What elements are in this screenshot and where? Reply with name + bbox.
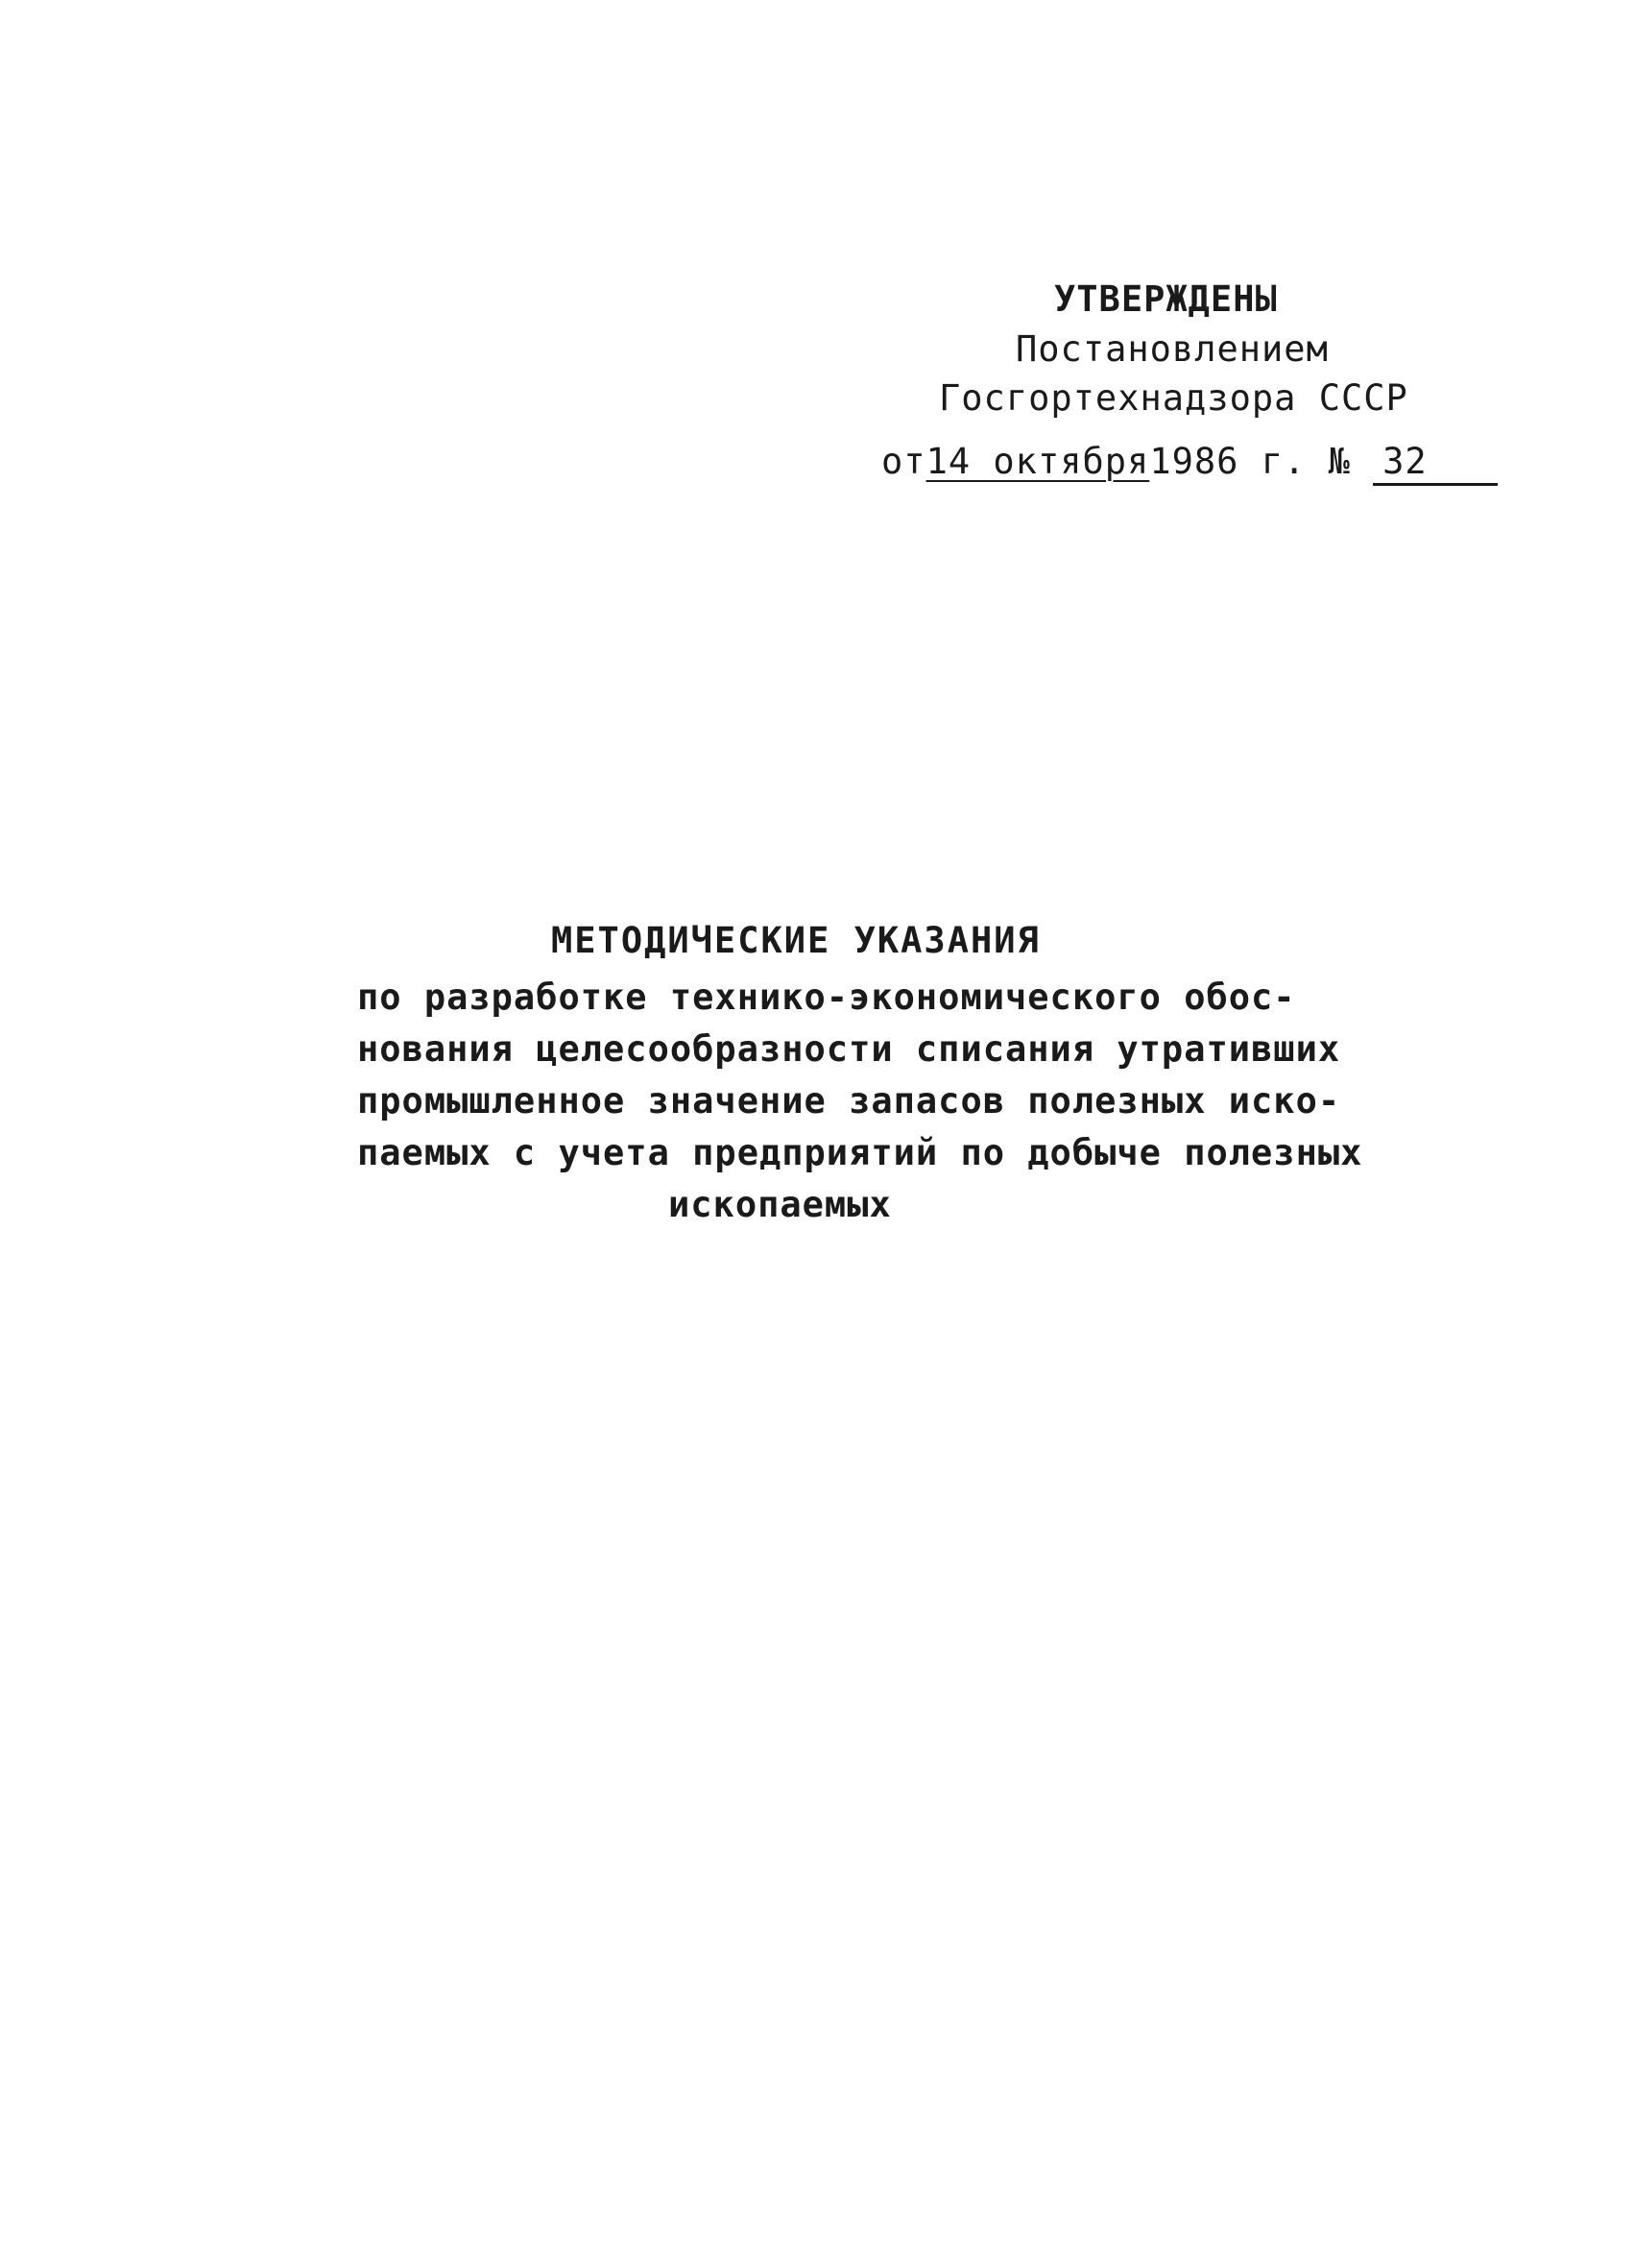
date-day-month: 14 октября	[925, 441, 1150, 482]
resolution-number: 32	[1373, 444, 1498, 486]
subtitle-line: промышленное значение запасов полезных иско-	[357, 1080, 1341, 1122]
document-title: МЕТОДИЧЕСКИЕ УКАЗАНИЯ	[551, 920, 1041, 961]
approval-by: Постановлением	[1016, 328, 1329, 370]
approval-date-line	[881, 441, 1498, 486]
date-year: 1986 г.	[1149, 441, 1307, 482]
document-subtitle	[357, 972, 1362, 1231]
number-sign: №	[1328, 441, 1351, 482]
subtitle-line: ископаемых	[668, 1184, 892, 1225]
approval-block	[0, 0, 1634, 499]
approval-authority: Госгортехнадзора СССР	[939, 377, 1408, 419]
subtitle-line: нования целесообразности списания утративших	[357, 1028, 1341, 1070]
subtitle-line: паемых с учета предприятий по добыче полезных	[357, 1132, 1363, 1173]
date-prefix: от	[881, 441, 926, 482]
subtitle-line: по разработке технико-экономического обос-	[357, 977, 1296, 1018]
approval-status: УТВЕРЖДЕНЫ	[1054, 278, 1278, 320]
